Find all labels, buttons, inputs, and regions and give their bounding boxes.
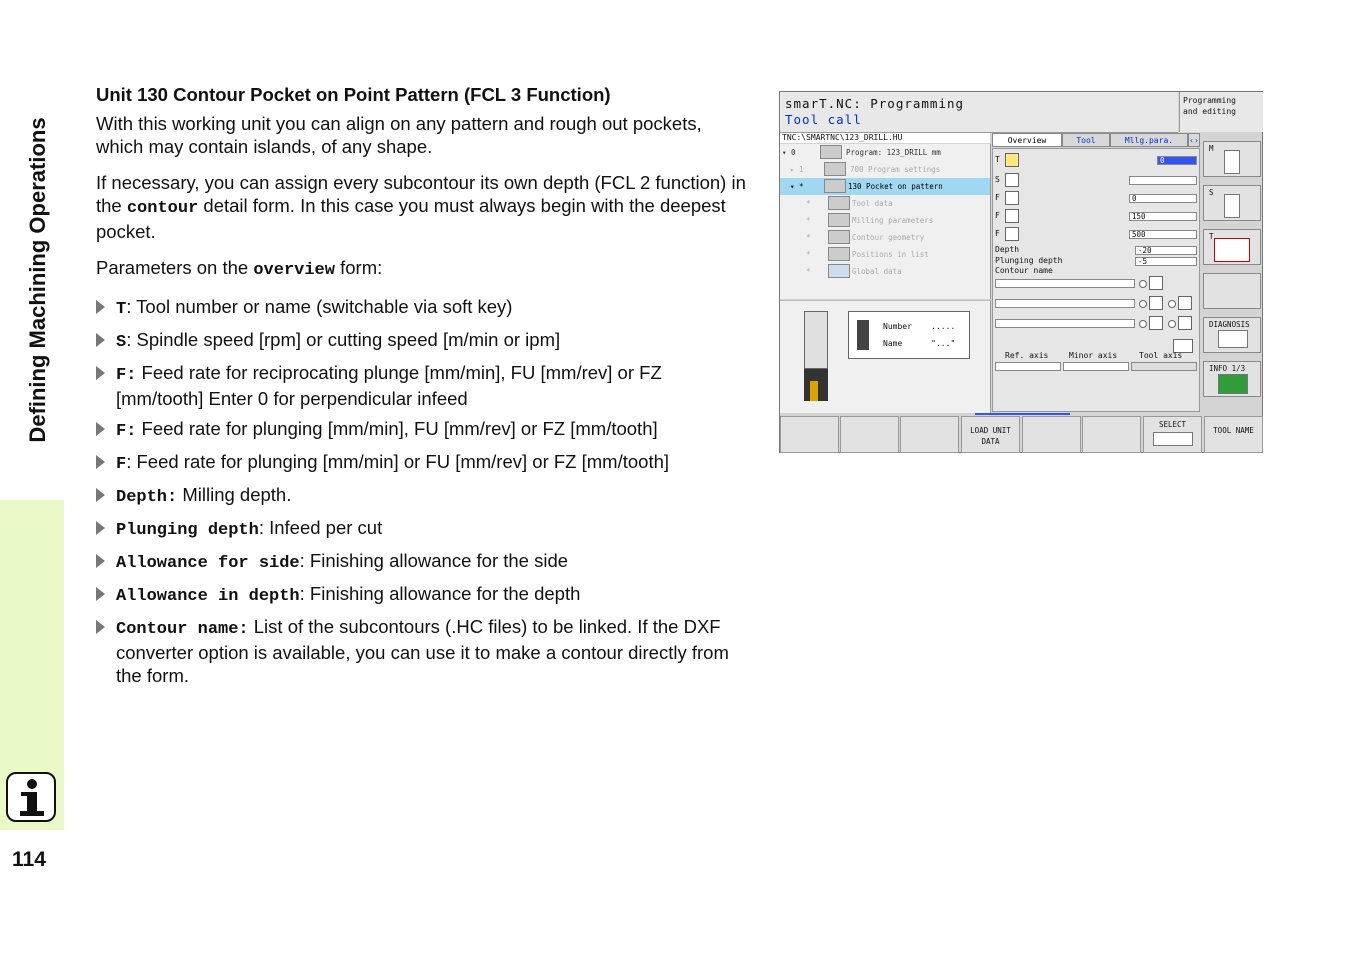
pattern-icon — [824, 179, 846, 193]
minor-axis-field[interactable] — [1063, 362, 1129, 371]
tool-preview — [780, 300, 991, 413]
island-radio-3[interactable] — [1168, 320, 1176, 328]
t-field[interactable]: 0 — [1157, 156, 1197, 165]
arrow-icon — [96, 488, 105, 502]
page-number: 114 — [12, 848, 46, 871]
blank-key[interactable] — [1203, 273, 1261, 309]
minor-axis-label: Minor axis — [1069, 351, 1118, 360]
depth-label: Depth — [995, 245, 1020, 254]
f1-label: F — [995, 193, 1000, 202]
screen-header — [780, 92, 1178, 133]
milling-icon — [828, 213, 850, 227]
info-icon — [6, 772, 56, 822]
tree-item[interactable]: ▸ 1 700 Program settings — [780, 161, 990, 178]
tab-scroll-arrows[interactable]: ‹› — [1188, 133, 1200, 147]
select-tool-icon — [1153, 432, 1193, 446]
overview-form — [992, 148, 1200, 412]
tool-info-box: Number ..... Name "..." — [848, 311, 970, 359]
globe-icon — [828, 264, 850, 278]
progress-bar — [975, 413, 1070, 415]
pocket-icon — [1149, 316, 1163, 330]
tool-axis-field[interactable] — [1131, 362, 1197, 371]
tree-item[interactable]: * Global data — [780, 263, 990, 280]
chapter-title: Defining Machining Operations — [25, 117, 50, 443]
param-item: Allowance in depth: Finishing allowance for the depth — [96, 582, 746, 608]
t-key[interactable]: T — [1203, 229, 1261, 265]
softkey-5[interactable] — [1022, 416, 1081, 453]
softkey-3[interactable] — [900, 416, 959, 453]
reciprocating-feed-icon — [1005, 191, 1019, 205]
tool-mini-icon — [857, 320, 869, 350]
tool-change-icon — [1214, 238, 1250, 262]
softkey-2[interactable] — [840, 416, 899, 453]
tree-item[interactable]: * Contour geometry — [780, 229, 990, 246]
params-intro: Parameters on the overview form: — [96, 257, 383, 280]
parameter-list — [96, 295, 746, 687]
s-field[interactable] — [1129, 176, 1197, 185]
depth-field[interactable]: -20 — [1135, 246, 1197, 255]
milling-feed-icon — [1005, 227, 1019, 241]
program-icon — [820, 145, 842, 159]
positions-icon — [828, 247, 850, 261]
arrow-icon — [96, 455, 105, 469]
m-function-icon — [1224, 150, 1240, 174]
island-icon — [1178, 296, 1192, 310]
tool-icon — [1005, 153, 1019, 167]
plunging-depth-field[interactable]: -5 — [1135, 257, 1197, 266]
arrow-icon — [96, 521, 105, 535]
arrow-icon — [96, 587, 105, 601]
softkey-6[interactable] — [1082, 416, 1141, 453]
end-mill-icon — [802, 311, 830, 401]
tree-item-selected[interactable]: ▾ * 130 Pocket on pattern — [780, 178, 990, 195]
ref-axis-label: Ref. axis — [1005, 351, 1049, 360]
s-label: S — [995, 175, 1000, 184]
f2-label: F — [995, 211, 1000, 220]
vertical-softkeys — [1201, 133, 1263, 413]
param-item: T: Tool number or name (switchable via soft key) — [96, 295, 746, 321]
arrow-icon — [96, 333, 105, 347]
tree-item[interactable]: * Milling parameters — [780, 212, 990, 229]
mode-indicator: Programming and editing — [1179, 92, 1263, 132]
param-item: Depth: Milling depth. — [96, 483, 746, 509]
arrow-icon — [96, 422, 105, 436]
param-item: Contour name: List of the subcontours (.HC files) to be linked. If the DXF converter option is available, you can use it to make a contour directly from the form. — [96, 615, 746, 687]
contour-name-field-3[interactable] — [995, 319, 1135, 328]
settings-icon — [824, 162, 846, 176]
tab-overview[interactable]: Overview — [992, 133, 1062, 147]
param-item: F: Feed rate for plunging [mm/min] or FU [mm/rev] or FZ [mm/tooth] — [96, 450, 746, 476]
f2-field[interactable]: 150 — [1129, 212, 1197, 221]
pocket-radio-3[interactable] — [1139, 320, 1147, 328]
arrow-icon — [96, 300, 105, 314]
horizontal-softkeys — [780, 416, 1263, 453]
param-item: F: Feed rate for plunging [mm/min], FU [mm/rev] or FZ [mm/tooth] — [96, 417, 746, 443]
screen-subtitle: Tool call — [785, 112, 862, 127]
load-unit-data-button[interactable]: LOAD UNIT DATA — [961, 416, 1020, 453]
main-content — [96, 83, 746, 694]
info-key[interactable]: INFO 1/3 — [1203, 361, 1261, 397]
program-tree — [780, 144, 991, 299]
screen-title: smarT.NC: Programming — [785, 96, 965, 111]
f3-field[interactable]: 500 — [1129, 230, 1197, 239]
contour-name-field-1[interactable] — [995, 279, 1135, 288]
code-contour: contour — [126, 199, 199, 218]
island-icon — [1178, 316, 1192, 330]
program-path: TNC:\SMARTNC\123_DRILL.HU — [780, 133, 990, 143]
tool-axis-label: Tool axis — [1139, 351, 1183, 360]
tree-item[interactable]: * Positions in list — [780, 246, 990, 263]
param-item: Plunging depth: Infeed per cut — [96, 516, 746, 542]
info-panel-icon — [1218, 374, 1248, 394]
intro-paragraph: With this working unit you can align on any pattern and rough out pockets, which may contain islands, of any shape. — [96, 113, 702, 157]
tnc-screenshot — [779, 91, 1263, 453]
spindle-icon — [1005, 173, 1019, 187]
s-key[interactable]: S — [1203, 185, 1261, 221]
ref-axis-field[interactable] — [995, 362, 1061, 371]
pocket-radio-1[interactable] — [1139, 280, 1147, 288]
contour-name-label: Contour name — [995, 266, 1053, 275]
plunging-depth-label: Plunging depth — [995, 256, 1063, 265]
contour-name-field-2[interactable] — [995, 299, 1135, 308]
tool-name-button[interactable]: TOOL NAME — [1204, 416, 1263, 453]
tool-data-icon — [828, 196, 850, 210]
tree-item[interactable]: ▾ 0 Program: 123_DRILL mm — [780, 144, 990, 161]
contour-icon — [828, 230, 850, 244]
f1-field[interactable]: 0 — [1129, 194, 1197, 203]
m-key[interactable]: M — [1203, 141, 1261, 177]
pocket-radio-2[interactable] — [1139, 300, 1147, 308]
diagnosis-key[interactable]: DIAGNOSIS — [1203, 317, 1261, 353]
arrow-icon — [96, 366, 105, 380]
param-item: S: Spindle speed [rpm] or cutting speed [m/min or ipm] — [96, 328, 746, 354]
select-button[interactable]: SELECT — [1143, 416, 1202, 453]
tab-tool[interactable]: Tool — [1062, 133, 1110, 147]
code-overview: overview — [253, 261, 335, 280]
spindle-icon — [1224, 194, 1240, 218]
tree-item[interactable]: * Tool data — [780, 195, 990, 212]
diagnosis-icon — [1218, 330, 1248, 348]
section-heading: Unit 130 Contour Pocket on Point Pattern (FCL 3 Function) — [96, 84, 611, 105]
pocket-icon — [1149, 296, 1163, 310]
pocket-icon — [1149, 276, 1163, 290]
softkey-1[interactable] — [780, 416, 839, 453]
tab-milling-params[interactable]: Mllg.para. — [1110, 133, 1188, 147]
arrow-icon — [96, 620, 105, 634]
arrow-icon — [96, 554, 105, 568]
depth-paragraph: If necessary, you can assign every subcontour its own depth (FCL 2 function) in the contour detail form. In this case you must always begin with the deepest pocket. — [96, 172, 746, 242]
param-item: Allowance for side: Finishing allowance for the side — [96, 549, 746, 575]
t-label: T — [995, 155, 1000, 164]
island-radio-2[interactable] — [1168, 300, 1176, 308]
f3-label: F — [995, 229, 1000, 238]
param-item: F: Feed rate for reciprocating plunge [mm/min], FU [mm/rev] or FZ [mm/tooth] Enter 0 for perpendicular infeed — [96, 361, 746, 410]
plunge-feed-icon — [1005, 209, 1019, 223]
form-tabs — [992, 133, 1200, 147]
